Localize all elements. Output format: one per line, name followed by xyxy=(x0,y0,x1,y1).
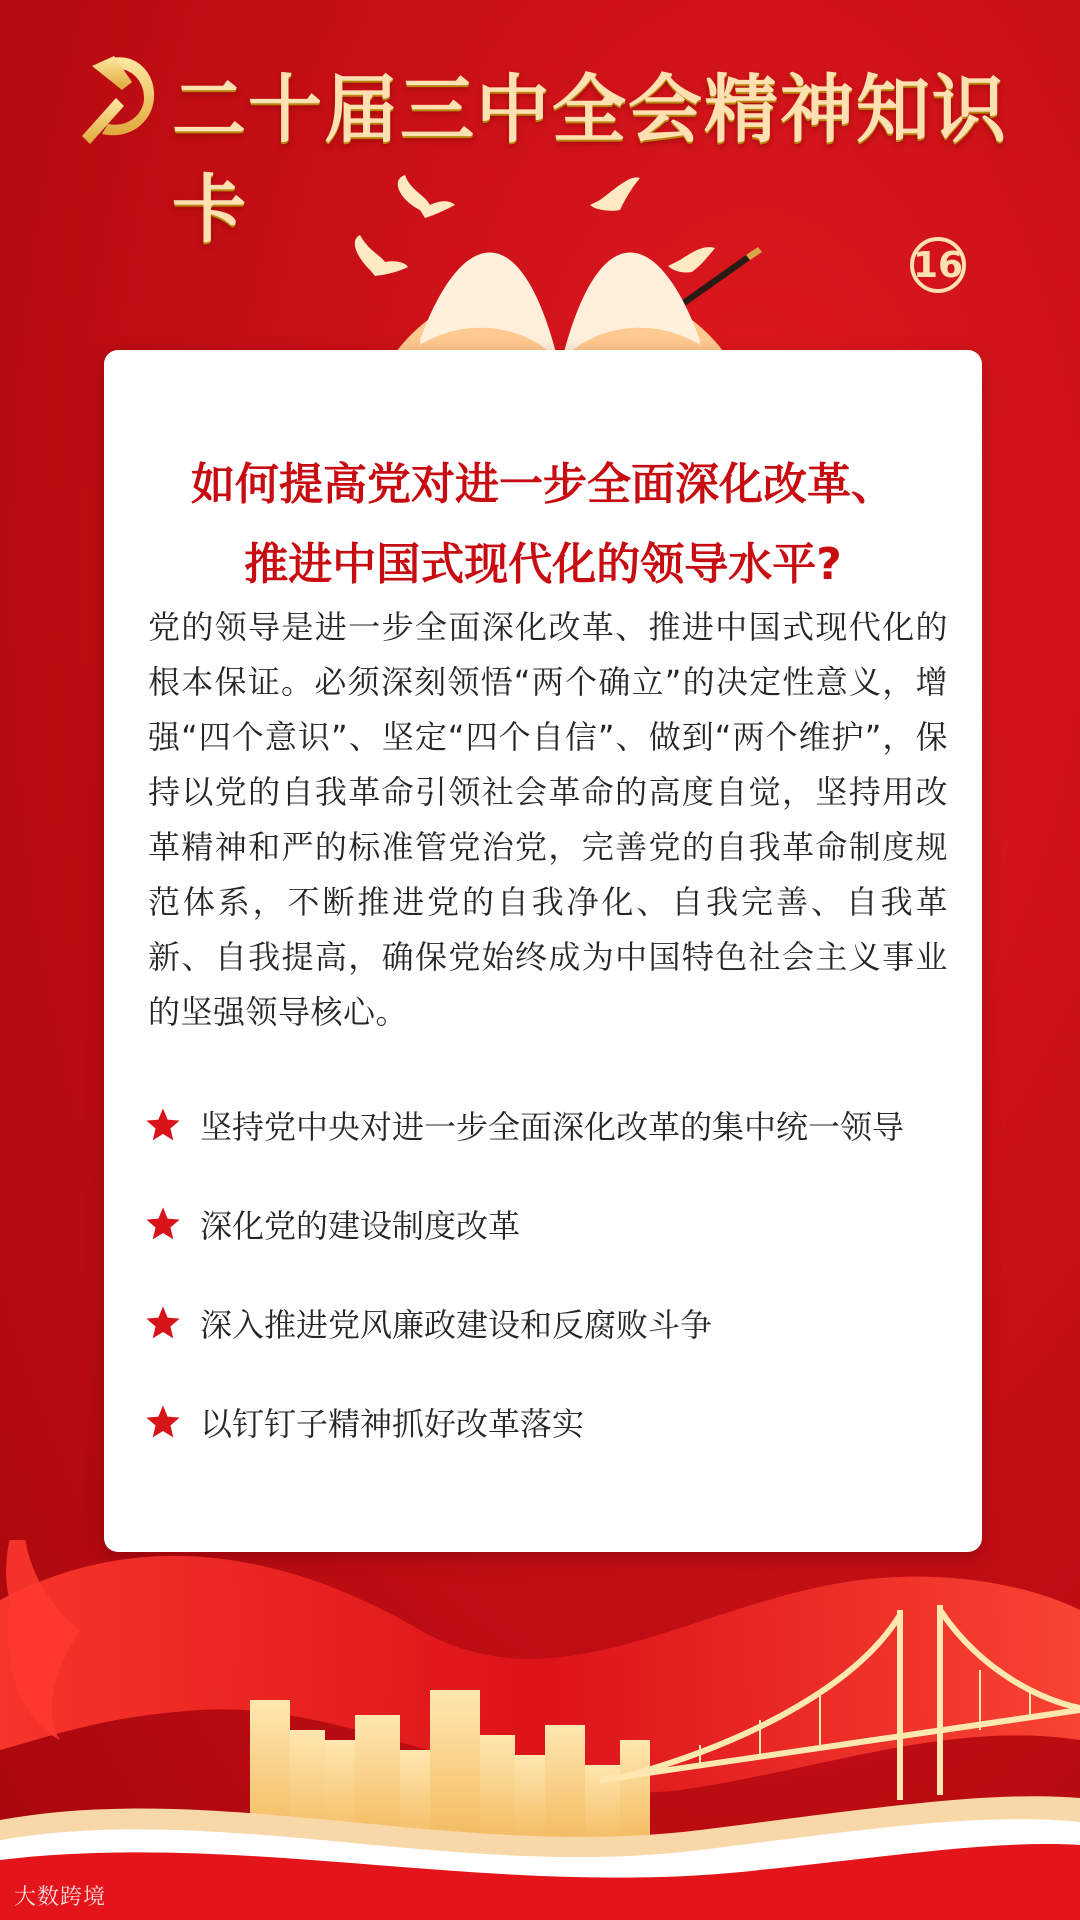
star-icon xyxy=(144,1106,182,1144)
list-item xyxy=(144,1075,954,1174)
card-number-badge: 16 xyxy=(910,237,966,293)
star-icon xyxy=(144,1403,182,1441)
city-bridge-illustration xyxy=(0,1540,1080,1920)
party-emblem-icon xyxy=(62,48,162,148)
star-icon xyxy=(144,1304,182,1342)
card-paragraph: 党的领导是进一步全面深化改革、推进中国式现代化的根本保证。必须深刻领悟“两个确立”的决定性意义，增强“四个意识”、坚定“四个自信”、做到“两个维护”，保持以党的自我革命引领社会革命的高度自觉，坚持用改革精神和严的标准管党治党，完善党的自我革命制度规范体系，不断推进党的自我净化、自我完善、自我革新、自我提高，确保党始终成为中国特色社会主义事业的坚强领导核心。 xyxy=(148,608,948,1031)
page-title: 二十届三中全会精神知识卡 xyxy=(172,67,1008,253)
dove-icon xyxy=(355,175,715,276)
star-icon xyxy=(144,1205,182,1243)
question-line-2: 推进中国式现代化的领导水平? xyxy=(244,539,842,590)
card-question xyxy=(104,445,982,605)
point-text: 以钉钉子精神抓好改革落实 xyxy=(200,1404,585,1443)
knowledge-card xyxy=(104,350,982,1552)
key-points-list xyxy=(144,1075,954,1471)
list-item xyxy=(144,1174,954,1273)
watermark: 大数跨境 xyxy=(14,1885,107,1910)
list-item xyxy=(144,1372,954,1471)
point-text: 深化党的建设制度改革 xyxy=(200,1206,521,1245)
list-item xyxy=(144,1273,954,1372)
point-text: 深入推进党风廉政建设和反腐败斗争 xyxy=(200,1305,713,1344)
point-text: 坚持党中央对进一步全面深化改革的集中统一领导 xyxy=(200,1107,905,1146)
question-line-1: 如何提高党对进一步全面深化改革、 xyxy=(191,459,895,510)
